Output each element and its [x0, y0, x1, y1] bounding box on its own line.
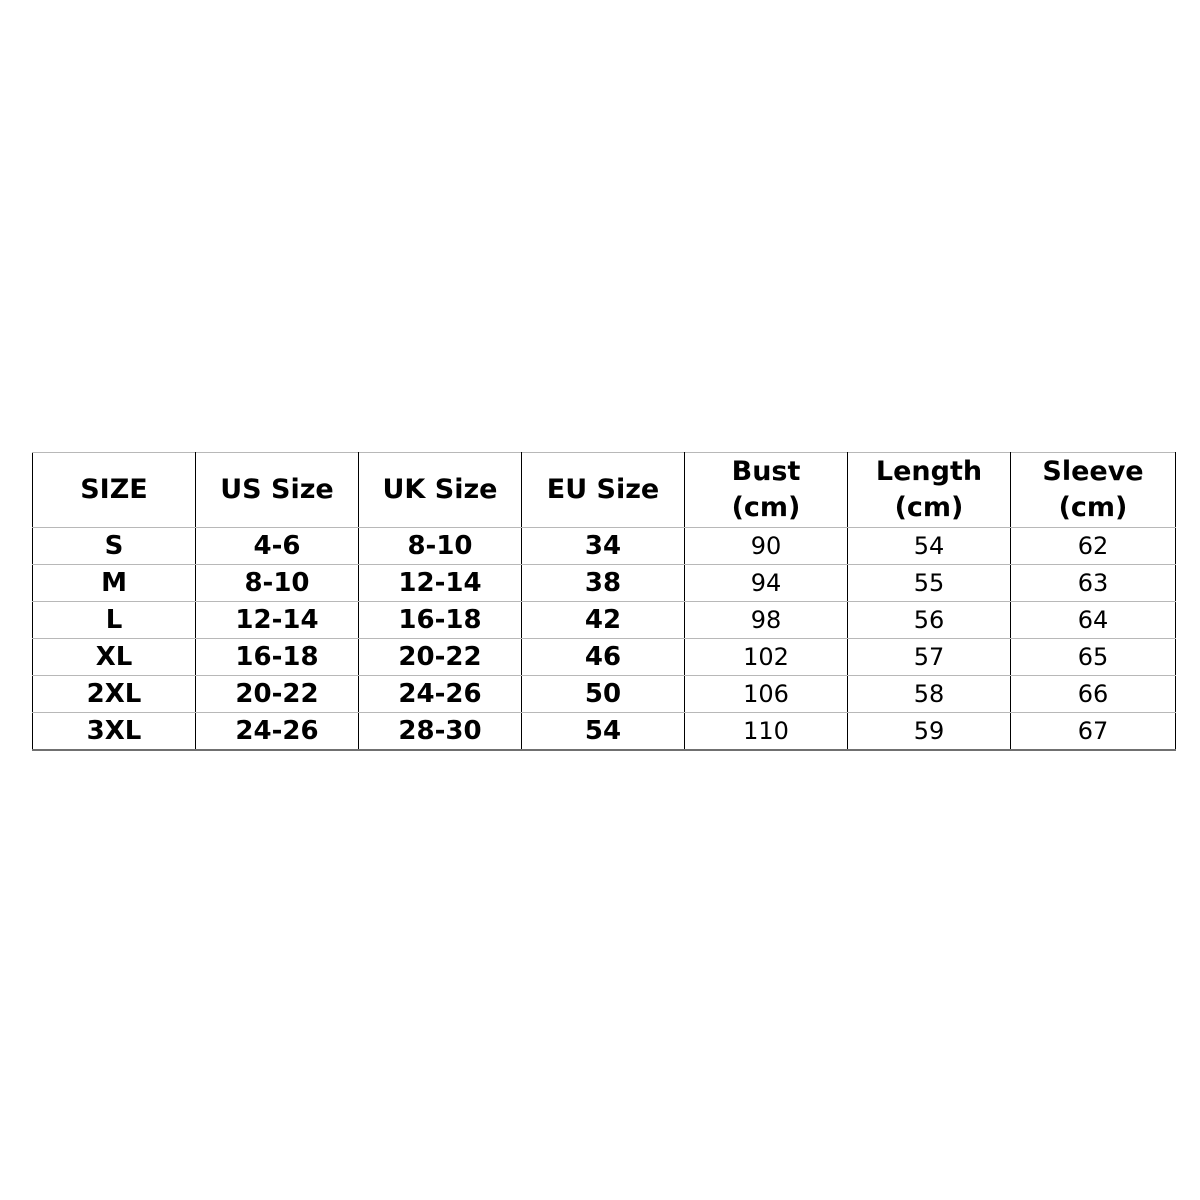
- cell-sleeve: 62: [1011, 528, 1176, 565]
- cell-size: 2XL: [33, 676, 196, 713]
- header-eu-size-line1: EU Size: [546, 474, 660, 505]
- cell-us-size: 8-10: [196, 565, 359, 602]
- cell-us-size: 16-18: [196, 639, 359, 676]
- table-row: [33, 676, 1176, 713]
- cell-eu-size: 34: [522, 528, 685, 565]
- cell-bust: 98: [685, 602, 848, 639]
- header-bust-line1: Bust: [731, 456, 801, 487]
- cell-sleeve: 67: [1011, 713, 1176, 751]
- cell-size: S: [33, 528, 196, 565]
- table-row: [33, 602, 1176, 639]
- cell-sleeve: 63: [1011, 565, 1176, 602]
- cell-uk-size: 16-18: [359, 602, 522, 639]
- header-us-size-line1: US Size: [220, 474, 334, 505]
- header-uk-size-line1: UK Size: [382, 474, 498, 505]
- cell-uk-size: 28-30: [359, 713, 522, 751]
- cell-us-size: 12-14: [196, 602, 359, 639]
- header-length: [848, 453, 1011, 528]
- cell-size: XL: [33, 639, 196, 676]
- cell-length: 58: [848, 676, 1011, 713]
- cell-bust: 90: [685, 528, 848, 565]
- cell-bust: 94: [685, 565, 848, 602]
- table-row: [33, 713, 1176, 751]
- cell-us-size: 24-26: [196, 713, 359, 751]
- cell-eu-size: 38: [522, 565, 685, 602]
- cell-uk-size: 12-14: [359, 565, 522, 602]
- cell-us-size: 20-22: [196, 676, 359, 713]
- cell-length: 56: [848, 602, 1011, 639]
- cell-us-size: 4-6: [196, 528, 359, 565]
- header-size: [33, 453, 196, 528]
- cell-length: 59: [848, 713, 1011, 751]
- cell-size: M: [33, 565, 196, 602]
- header-sleeve-line2: (cm): [1058, 492, 1128, 523]
- header-length-line1: Length: [875, 456, 983, 487]
- cell-bust: 110: [685, 713, 848, 751]
- header-sleeve: [1011, 453, 1176, 528]
- cell-size: 3XL: [33, 713, 196, 751]
- table-row: [33, 639, 1176, 676]
- cell-sleeve: 64: [1011, 602, 1176, 639]
- cell-bust: 102: [685, 639, 848, 676]
- cell-length: 57: [848, 639, 1011, 676]
- cell-eu-size: 50: [522, 676, 685, 713]
- header-bust-line2: (cm): [731, 492, 801, 523]
- header-size-line1: SIZE: [80, 474, 148, 505]
- header-row: [33, 453, 1176, 528]
- size-chart-table: [32, 452, 1176, 751]
- header-bust: [685, 453, 848, 528]
- header-length-line2: (cm): [894, 492, 964, 523]
- header-sleeve-line1: Sleeve: [1042, 456, 1144, 487]
- cell-eu-size: 46: [522, 639, 685, 676]
- table-row: [33, 528, 1176, 565]
- cell-eu-size: 42: [522, 602, 685, 639]
- cell-length: 54: [848, 528, 1011, 565]
- cell-size: L: [33, 602, 196, 639]
- cell-sleeve: 65: [1011, 639, 1176, 676]
- cell-bust: 106: [685, 676, 848, 713]
- header-uk-size: [359, 453, 522, 528]
- cell-length: 55: [848, 565, 1011, 602]
- cell-uk-size: 8-10: [359, 528, 522, 565]
- cell-eu-size: 54: [522, 713, 685, 751]
- header-us-size: [196, 453, 359, 528]
- table-row: [33, 565, 1176, 602]
- cell-sleeve: 66: [1011, 676, 1176, 713]
- cell-uk-size: 20-22: [359, 639, 522, 676]
- cell-uk-size: 24-26: [359, 676, 522, 713]
- header-eu-size: [522, 453, 685, 528]
